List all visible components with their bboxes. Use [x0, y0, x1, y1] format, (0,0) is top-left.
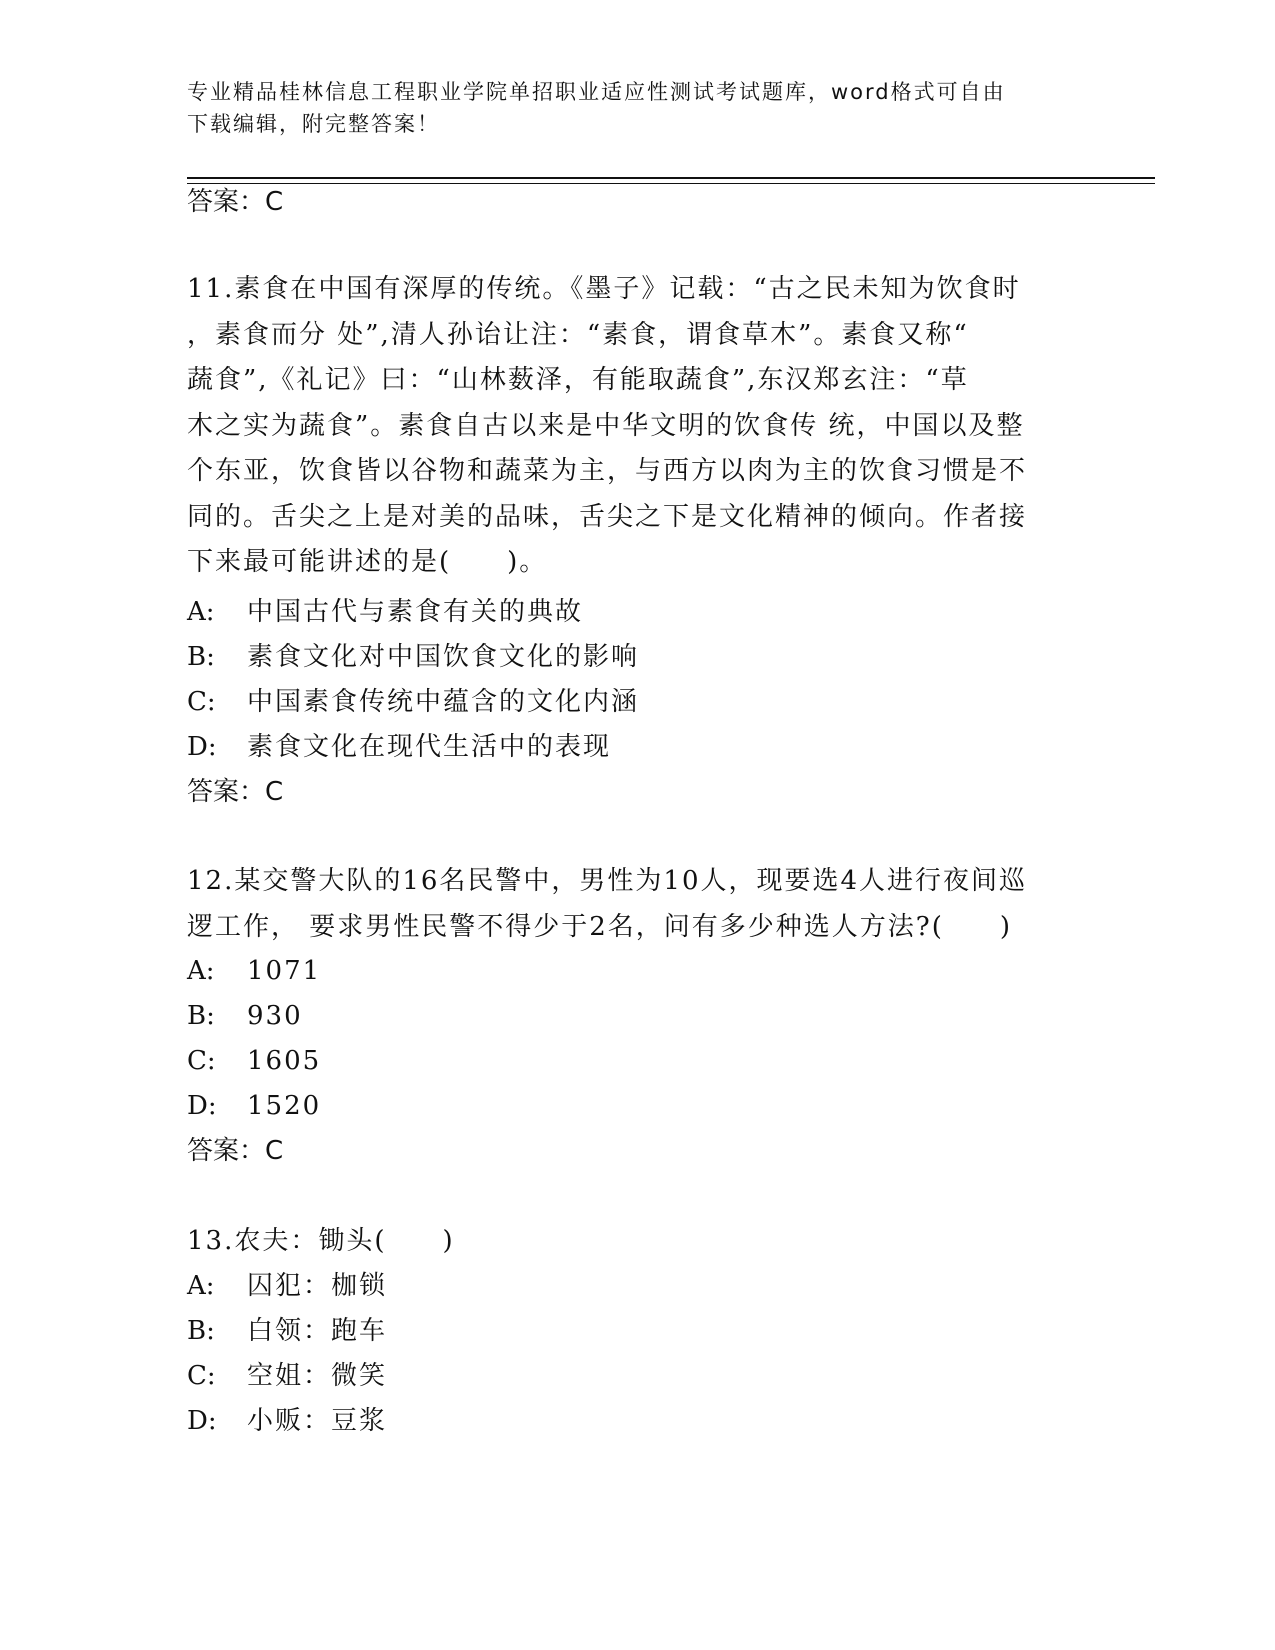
question-12-option-a — [187, 949, 321, 994]
question-12-line: 12.某交警大队的16名民警中，男性为10人，现要选4人进行夜间巡 — [187, 866, 1028, 896]
option-text: 中国素食传统中蕴含的文化内涵 — [247, 687, 640, 717]
document-header — [187, 76, 1067, 140]
question-12-line: 逻工作， 要求男性民警不得少于2名，问有多少种选人方法?( ) — [187, 911, 1013, 942]
header-line-1: 专业精品桂林信息工程职业学院单招职业适应性测试考试题库，word格式可自由 — [187, 80, 1006, 104]
option-letter: A: — [187, 1271, 215, 1301]
option-letter: D: — [187, 1091, 217, 1121]
option-text: 素食文化对中国饮食文化的影响 — [247, 642, 640, 672]
question-11-option-a — [187, 590, 583, 635]
question-11-line: 木之实为蔬食”。素食自古以来是中华文明的饮食传 统，中国以及整 — [187, 410, 1025, 441]
header-rule-thin — [187, 183, 1155, 184]
option-text: 空姐：微笑 — [247, 1361, 388, 1391]
option-letter: A: — [187, 956, 215, 986]
option-text: 素食文化在现代生活中的表现 — [247, 732, 612, 762]
question-12-option-c — [187, 1039, 321, 1084]
option-text: 小贩：豆浆 — [247, 1406, 388, 1436]
option-letter: C: — [187, 1361, 216, 1391]
question-13-option-a — [187, 1264, 387, 1309]
question-13-line: 13.农夫：锄头( ) — [187, 1226, 455, 1256]
question-11-line: 11.素食在中国有深厚的传统。《墨子》记载：“古之民未知为饮食时 — [187, 274, 1021, 304]
header-rule-thick — [187, 177, 1155, 179]
question-12-option-d — [187, 1084, 321, 1129]
question-13-option-b — [187, 1309, 387, 1354]
question-12-answer: 答案：C — [187, 1136, 284, 1166]
question-12-stem — [187, 859, 1027, 950]
question-11-answer: 答案：C — [187, 777, 284, 807]
option-text: 930 — [247, 1001, 303, 1031]
question-13-option-c — [187, 1354, 387, 1399]
question-11-line: 同的。舌尖之上是对美的品味，舌尖之下是文化精神的倾向。作者接 — [187, 501, 1028, 532]
option-text: 囚犯：枷锁 — [247, 1271, 388, 1301]
question-13-stem — [187, 1219, 455, 1265]
question-12-option-b — [187, 994, 303, 1039]
option-text: 1071 — [247, 956, 322, 986]
question-11-line: 下来最可能讲述的是( )。 — [187, 547, 548, 577]
question-11-line: 蔬食”,《礼记》曰：“山林薮泽，有能取蔬食”,东汉郑玄注：“草 — [187, 365, 969, 395]
option-text: 1605 — [247, 1046, 322, 1076]
question-11-line: ，素食而分 处”,清人孙诒让注：“素食，谓食草木”。素食又称“ — [187, 319, 969, 350]
answer-previous: 答案：C — [187, 187, 284, 217]
question-11-stem — [187, 267, 1027, 586]
option-letter: C: — [187, 687, 216, 717]
option-letter: D: — [187, 1406, 217, 1436]
header-line-2: 下载编辑，附完整答案！ — [187, 112, 440, 136]
option-text: 1520 — [247, 1091, 322, 1121]
option-letter: B: — [187, 1001, 215, 1031]
option-letter: A: — [187, 597, 215, 627]
option-letter: B: — [187, 1316, 215, 1346]
option-text: 中国古代与素食有关的典故 — [247, 597, 584, 627]
option-letter: B: — [187, 642, 215, 672]
question-13-option-d — [187, 1399, 387, 1444]
question-11-option-b — [187, 635, 639, 680]
option-letter: C: — [187, 1046, 216, 1076]
question-11-option-d — [187, 725, 611, 770]
question-11-option-c — [187, 680, 639, 725]
question-11-line: 个东亚，饮食皆以谷物和蔬菜为主，与西方以肉为主的饮食习惯是不 — [187, 456, 1028, 486]
option-text: 白领：跑车 — [247, 1316, 388, 1346]
option-letter: D: — [187, 732, 217, 762]
